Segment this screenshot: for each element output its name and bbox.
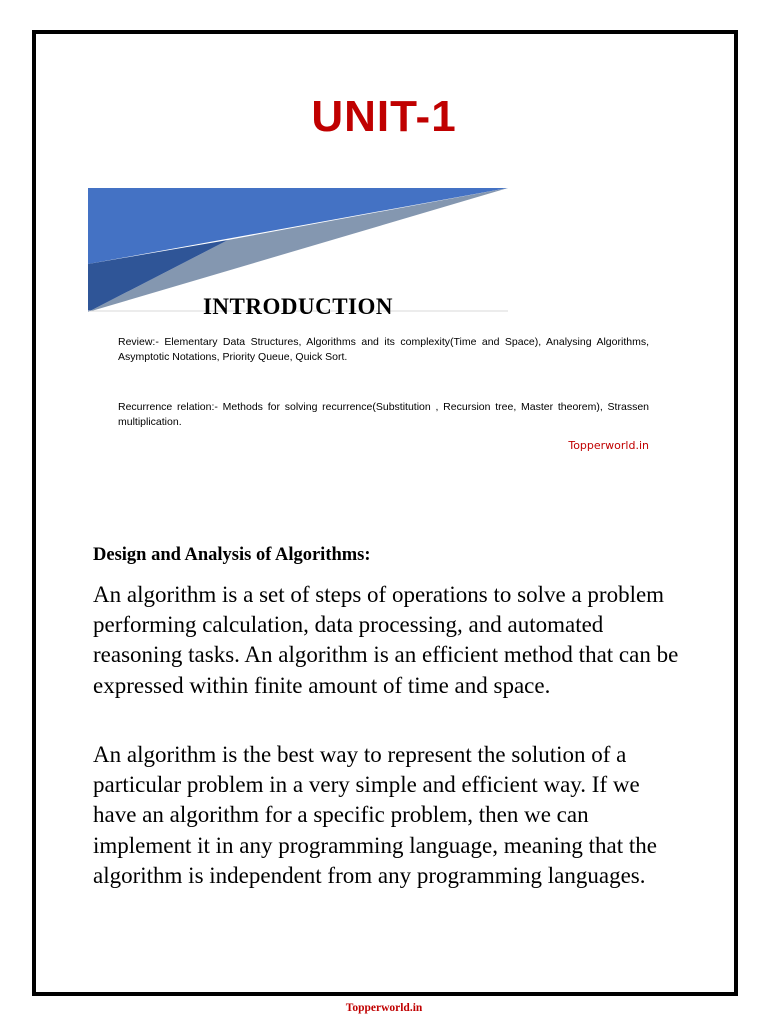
intro-heading: INTRODUCTION	[202, 294, 394, 319]
body-paragraph: An algorithm is a set of steps of operations to solve a problem performing calculation, data processing, and automated reasoning tasks. An algorithm is an efficient method that can be expressed within finite amount of time and space.	[93, 582, 679, 698]
banner-blue-shape	[88, 188, 508, 264]
inline-watermark: Topperworld.in	[568, 439, 649, 452]
page-border-bottom-rule	[32, 994, 738, 995]
recurrence-summary: Recurrence relation:- Methods for solving recurrence(Substitution , Recursion tree, Master theorem), Strassen multiplication.	[118, 401, 649, 428]
unit-title: UNIT-1	[311, 92, 457, 141]
section-heading: Design and Analysis of Algorithms:	[93, 545, 371, 565]
footer-watermark: Topperworld.in	[345, 1002, 423, 1014]
review-summary: Review:- Elementary Data Structures, Algorithms and its complexity(Time and Space), Analysing Algorithms, Asymptotic Notations, Priority Queue, Quick Sort.	[118, 336, 649, 363]
body-paragraph: An algorithm is the best way to represent the solution of a particular problem in a very simple and efficient way. If we have an algorithm for a specific problem, then we can implement it in any programming language, meaning that the algorithm is independent from any programming languages.	[93, 742, 657, 888]
